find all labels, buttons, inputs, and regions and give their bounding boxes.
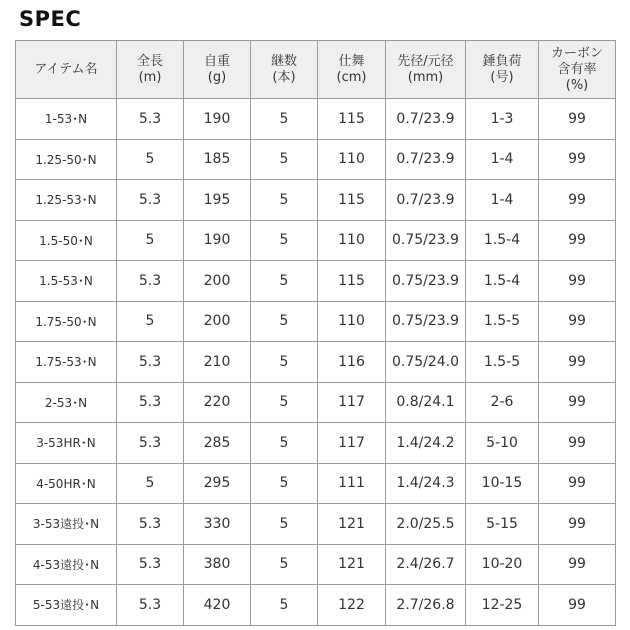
cell-sections: 5 — [251, 342, 318, 383]
cell-carbon: 99 — [539, 180, 616, 221]
cell-closed-length: 117 — [318, 423, 386, 464]
cell-diameter: 1.4/24.3 — [386, 463, 466, 504]
cell-length: 5.3 — [117, 99, 184, 140]
cell-closed-length: 121 — [318, 504, 386, 545]
cell-length: 5 — [117, 301, 184, 342]
cell-weight: 195 — [184, 180, 251, 221]
header-weight: 自重 (g) — [184, 41, 251, 99]
cell-weight: 190 — [184, 99, 251, 140]
table-row — [16, 261, 616, 302]
cell-sections: 5 — [251, 180, 318, 221]
cell-closed-length: 117 — [318, 382, 386, 423]
cell-closed-length: 122 — [318, 585, 386, 626]
cell-diameter: 0.7/23.9 — [386, 99, 466, 140]
cell-sections: 5 — [251, 382, 318, 423]
header-length: 全長 (m) — [117, 41, 184, 99]
cell-weight: 420 — [184, 585, 251, 626]
table-row — [16, 301, 616, 342]
page-title: SPEC — [19, 7, 82, 31]
cell-sinker-load: 10-20 — [466, 544, 539, 585]
cell-weight: 190 — [184, 220, 251, 261]
cell-diameter: 2.4/26.7 — [386, 544, 466, 585]
table-row — [16, 220, 616, 261]
cell-item-name: 1.5-53･N — [16, 261, 117, 302]
spec-table — [15, 40, 616, 626]
cell-sections: 5 — [251, 99, 318, 140]
cell-sections: 5 — [251, 220, 318, 261]
cell-closed-length: 110 — [318, 220, 386, 261]
cell-diameter: 0.75/23.9 — [386, 261, 466, 302]
cell-length: 5.3 — [117, 585, 184, 626]
cell-closed-length: 115 — [318, 180, 386, 221]
cell-diameter: 0.75/23.9 — [386, 220, 466, 261]
cell-length: 5 — [117, 463, 184, 504]
cell-length: 5.3 — [117, 180, 184, 221]
cell-carbon: 99 — [539, 382, 616, 423]
table-row — [16, 382, 616, 423]
cell-carbon: 99 — [539, 585, 616, 626]
cell-sinker-load: 2-6 — [466, 382, 539, 423]
header-sections: 継数 (本) — [251, 41, 318, 99]
cell-closed-length: 111 — [318, 463, 386, 504]
cell-weight: 185 — [184, 139, 251, 180]
cell-carbon: 99 — [539, 423, 616, 464]
table-row — [16, 544, 616, 585]
cell-diameter: 0.7/23.9 — [386, 180, 466, 221]
cell-weight: 330 — [184, 504, 251, 545]
cell-closed-length: 110 — [318, 139, 386, 180]
cell-diameter: 2.0/25.5 — [386, 504, 466, 545]
cell-weight: 200 — [184, 301, 251, 342]
table-row — [16, 585, 616, 626]
cell-item-name: 1-53･N — [16, 99, 117, 140]
cell-length: 5 — [117, 139, 184, 180]
cell-length: 5.3 — [117, 342, 184, 383]
cell-sections: 5 — [251, 585, 318, 626]
cell-diameter: 0.7/23.9 — [386, 139, 466, 180]
cell-sinker-load: 1.5-4 — [466, 220, 539, 261]
header-tip-butt-diameter: 先径/元径 (mm) — [386, 41, 466, 99]
cell-item-name: 1.25-53･N — [16, 180, 117, 221]
cell-closed-length: 121 — [318, 544, 386, 585]
cell-carbon: 99 — [539, 342, 616, 383]
cell-diameter: 0.75/24.0 — [386, 342, 466, 383]
table-row — [16, 139, 616, 180]
cell-weight: 220 — [184, 382, 251, 423]
cell-weight: 210 — [184, 342, 251, 383]
cell-sinker-load: 1.5-5 — [466, 342, 539, 383]
cell-sections: 5 — [251, 504, 318, 545]
cell-sinker-load: 5-15 — [466, 504, 539, 545]
cell-weight: 380 — [184, 544, 251, 585]
table-row — [16, 463, 616, 504]
cell-diameter: 2.7/26.8 — [386, 585, 466, 626]
cell-item-name: 1.25-50･N — [16, 139, 117, 180]
cell-item-name: 2-53･N — [16, 382, 117, 423]
table-row — [16, 180, 616, 221]
cell-item-name: 4-53遠投･N — [16, 544, 117, 585]
cell-sinker-load: 1-3 — [466, 99, 539, 140]
table-row — [16, 342, 616, 383]
header-sinker-load: 錘負荷 (号) — [466, 41, 539, 99]
cell-sinker-load: 1.5-4 — [466, 261, 539, 302]
cell-length: 5.3 — [117, 504, 184, 545]
cell-sections: 5 — [251, 544, 318, 585]
cell-item-name: 5-53遠投･N — [16, 585, 117, 626]
cell-carbon: 99 — [539, 544, 616, 585]
cell-sections: 5 — [251, 301, 318, 342]
cell-closed-length: 110 — [318, 301, 386, 342]
cell-sinker-load: 10-15 — [466, 463, 539, 504]
header-carbon-content: カーボン 含有率 (%) — [539, 41, 616, 99]
cell-carbon: 99 — [539, 139, 616, 180]
cell-closed-length: 115 — [318, 99, 386, 140]
cell-diameter: 1.4/24.2 — [386, 423, 466, 464]
cell-weight: 295 — [184, 463, 251, 504]
cell-sinker-load: 12-25 — [466, 585, 539, 626]
cell-length: 5.3 — [117, 261, 184, 302]
cell-length: 5.3 — [117, 382, 184, 423]
cell-diameter: 0.75/23.9 — [386, 301, 466, 342]
cell-sinker-load: 1.5-5 — [466, 301, 539, 342]
cell-carbon: 99 — [539, 99, 616, 140]
cell-carbon: 99 — [539, 301, 616, 342]
table-header-row — [16, 41, 616, 99]
cell-sections: 5 — [251, 261, 318, 302]
cell-carbon: 99 — [539, 504, 616, 545]
table-row — [16, 99, 616, 140]
cell-item-name: 4-50HR･N — [16, 463, 117, 504]
cell-diameter: 0.8/24.1 — [386, 382, 466, 423]
cell-weight: 285 — [184, 423, 251, 464]
cell-item-name: 1.75-53･N — [16, 342, 117, 383]
cell-sinker-load: 1-4 — [466, 139, 539, 180]
table-row — [16, 504, 616, 545]
cell-item-name: 3-53遠投･N — [16, 504, 117, 545]
cell-closed-length: 115 — [318, 261, 386, 302]
table-row — [16, 423, 616, 464]
cell-length: 5.3 — [117, 423, 184, 464]
header-item-name: アイテム名 — [16, 41, 117, 99]
cell-sinker-load: 5-10 — [466, 423, 539, 464]
cell-carbon: 99 — [539, 463, 616, 504]
header-closed-length: 仕舞 (cm) — [318, 41, 386, 99]
cell-sections: 5 — [251, 139, 318, 180]
cell-length: 5 — [117, 220, 184, 261]
cell-sections: 5 — [251, 463, 318, 504]
cell-weight: 200 — [184, 261, 251, 302]
cell-sinker-load: 1-4 — [466, 180, 539, 221]
cell-item-name: 1.75-50･N — [16, 301, 117, 342]
cell-closed-length: 116 — [318, 342, 386, 383]
cell-length: 5.3 — [117, 544, 184, 585]
cell-item-name: 1.5-50･N — [16, 220, 117, 261]
cell-carbon: 99 — [539, 261, 616, 302]
cell-sections: 5 — [251, 423, 318, 464]
cell-item-name: 3-53HR･N — [16, 423, 117, 464]
cell-carbon: 99 — [539, 220, 616, 261]
